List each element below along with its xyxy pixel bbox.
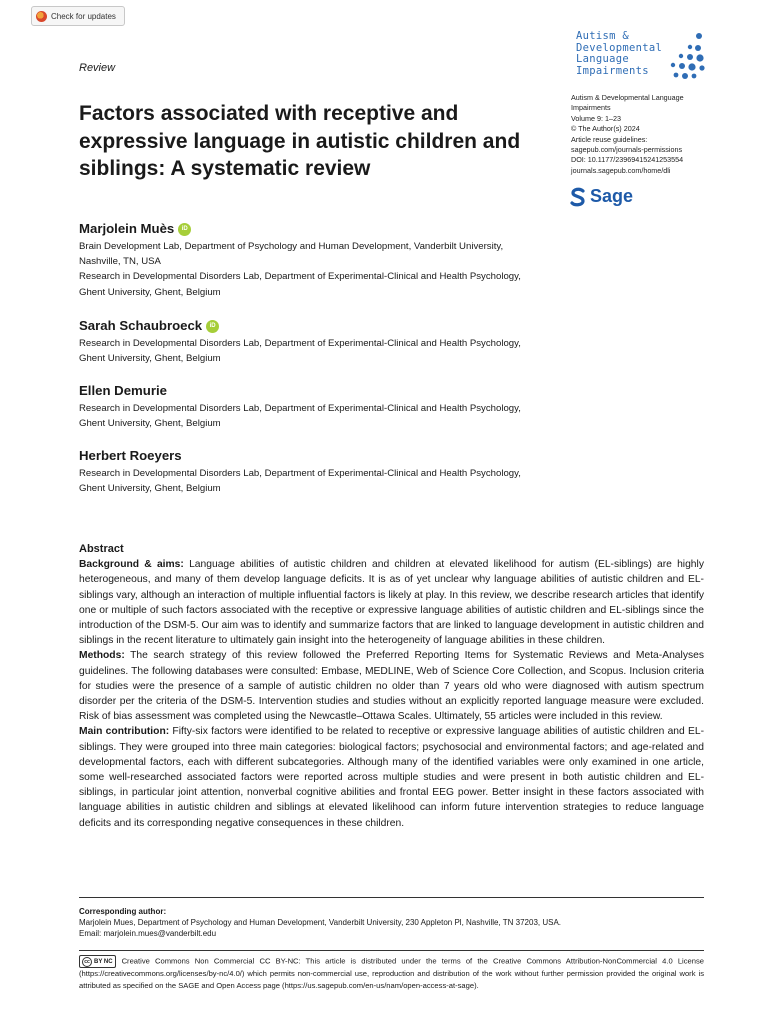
journal-logo-dots-icon bbox=[664, 30, 708, 82]
author-block bbox=[79, 448, 539, 496]
author-affiliation: Research in Developmental Disorders Lab, Department of Experimental-Clinical and Health Psychology, Ghent University, Ghent, Belgium bbox=[79, 468, 521, 495]
author-block bbox=[79, 221, 539, 300]
corresponding-email[interactable]: Email: marjolein.mues@vanderbilt.edu bbox=[79, 929, 217, 939]
license-text: Creative Commons Non Commercial CC BY-NC: This article is distributed under the terms of the Creative Commons Attribution-NonCommercial 4.0 License (https://creativecommons.org/licenses/by-nc/4.0/) which permits non-commercial use, reproduction and distribution of the work without further permission provided the original work is attributed as specified on the SAGE and Open Access page (https://us.sagepub.com/en-us/nam/open-access-at-sage). bbox=[79, 956, 704, 990]
author-affiliation: Brain Development Lab, Department of Psychology and Human Development, Vanderbilt University, Nashville, TN, USA bbox=[79, 241, 504, 268]
meta-line: Impairments bbox=[571, 103, 611, 113]
corresponding-address: Marjolein Mues, Department of Psychology and Human Development, Vanderbilt University, 230 Appleton Pl, Nashville, TN 37203, USA. bbox=[79, 918, 562, 928]
sage-s-icon bbox=[570, 187, 586, 207]
author-name: Herbert Roeyers bbox=[79, 448, 182, 463]
crossmark-icon bbox=[36, 11, 47, 22]
orcid-icon[interactable]: iD bbox=[206, 320, 219, 333]
abstract-methods bbox=[79, 648, 704, 724]
background-text: Language abilities of autistic children and children at elevated likelihood for autism (EL-siblings) are highly heterogeneous, and many of them develop language deficits. It is as of yet unclear why language abilities of autistic children and EL-siblings vary, although an interaction of multiple influential factors is likely at play. In this review, we describe research articles that identify one or multiple of such factors associated with the receptive or expressive language abilities of autistic children and EL-siblings since the introduction of the DSM-5. Our aim was to identify and summarize factors that are linked to language development in autistic children and siblings in the recent literature to ultimately gain insight into the heterogeneity of language abilities in these children. bbox=[79, 559, 705, 647]
article-title: Factors associated with receptive and expressive language in autistic children and siblings: A systematic review bbox=[79, 102, 521, 180]
abstract-main-contribution bbox=[79, 724, 704, 830]
author-affiliation: Research in Developmental Disorders Lab, Department of Experimental-Clinical and Health Psychology, Ghent University, Ghent, Belgium bbox=[79, 403, 521, 430]
abstract bbox=[79, 542, 704, 831]
sage-logo bbox=[570, 186, 633, 207]
methods-text: The search strategy of this review followed the Preferred Reporting Items for Systematic Reviews and Meta-Analyses guidelines. The following databases were consulted: Embase, MEDLINE, Web of Science Core Collection, and Scopus. Inclusion criteria for studies were the presence of a sample of autistic children no older than 7 years old who were diagnosed with autism spectrum disorder per the criteria of the DSM-5. Intervention studies and studies without an explicitly reported language measure were excluded. Risk of bias assessment was completed using the Newcastle–Ottawa Scales. Ultimately, 55 articles were included in this review. bbox=[79, 650, 704, 723]
cc-badge-label: BY NC bbox=[94, 958, 113, 965]
abstract-background bbox=[79, 557, 704, 648]
author-name: Sarah Schaubroeck bbox=[79, 318, 203, 333]
corresponding-label: Corresponding author: bbox=[79, 907, 167, 916]
methods-label: Methods: bbox=[79, 650, 125, 662]
orcid-icon[interactable]: iD bbox=[178, 223, 191, 236]
author-block bbox=[79, 383, 539, 431]
journal-home-link[interactable]: journals.sagepub.com/home/dli bbox=[571, 165, 671, 175]
article-type-label: Review bbox=[79, 62, 116, 74]
sage-wordmark: Sage bbox=[590, 186, 634, 206]
meta-line: Volume 9: 1–23 bbox=[571, 113, 621, 123]
divider bbox=[79, 950, 704, 951]
meta-line: Autism & Developmental Language bbox=[571, 93, 684, 102]
cc-license-badge[interactable] bbox=[79, 955, 116, 968]
main-contribution-text: Fifty-six factors were identified to be related to receptive or expressive language abilities of autistic children and EL-siblings. They were grouped into three main categories: biological factors; psychosocial and environmental factors; and age-related and developmental factors, each with different subcategories. Although many of the identified variables were only examined in one article, some well-researched associated factors were reported across multiple studies and were present in both autistic children and EL-siblings, in particular joint attention, nonverbal cognitive abilities and frontal EEG power. Better insight in these factors associated with language abilities in autistic children and siblings at elevated likelihood can inform future intervention strategies to reduce language deficits and its corresponding negative consequences in these children. bbox=[79, 726, 704, 829]
author-name: Marjolein Muès bbox=[79, 221, 175, 236]
author-block bbox=[79, 318, 539, 366]
check-for-updates-button[interactable] bbox=[31, 6, 125, 26]
license-notice bbox=[79, 955, 704, 992]
background-label: Background & aims: bbox=[79, 559, 184, 571]
cc-icon: cc bbox=[82, 957, 92, 967]
main-contribution-label: Main contribution: bbox=[79, 726, 170, 738]
meta-line: © The Author(s) 2024 bbox=[571, 124, 640, 134]
check-for-updates-label: Check for updates bbox=[51, 11, 116, 21]
author-name: Ellen Demurie bbox=[79, 383, 167, 398]
author-affiliation: Research in Developmental Disorders Lab, Department of Experimental-Clinical and Health Psychology, Ghent University, Ghent, Belgium bbox=[79, 338, 521, 365]
meta-line: Article reuse guidelines: bbox=[571, 134, 648, 144]
journal-logo-text: Autism & Developmental Language Impairments bbox=[576, 30, 663, 77]
author-affiliation: Research in Developmental Disorders Lab, Department of Experimental-Clinical and Health Psychology, Ghent University, Ghent, Belgium bbox=[79, 271, 521, 298]
meta-line[interactable]: sagepub.com/journals-permissions bbox=[571, 145, 683, 155]
doi-link[interactable]: DOI: 10.1177/23969415241253554 bbox=[571, 155, 684, 165]
corresponding-author bbox=[79, 906, 704, 940]
divider bbox=[79, 897, 704, 898]
journal-meta bbox=[571, 93, 721, 176]
abstract-heading: Abstract bbox=[79, 543, 124, 555]
